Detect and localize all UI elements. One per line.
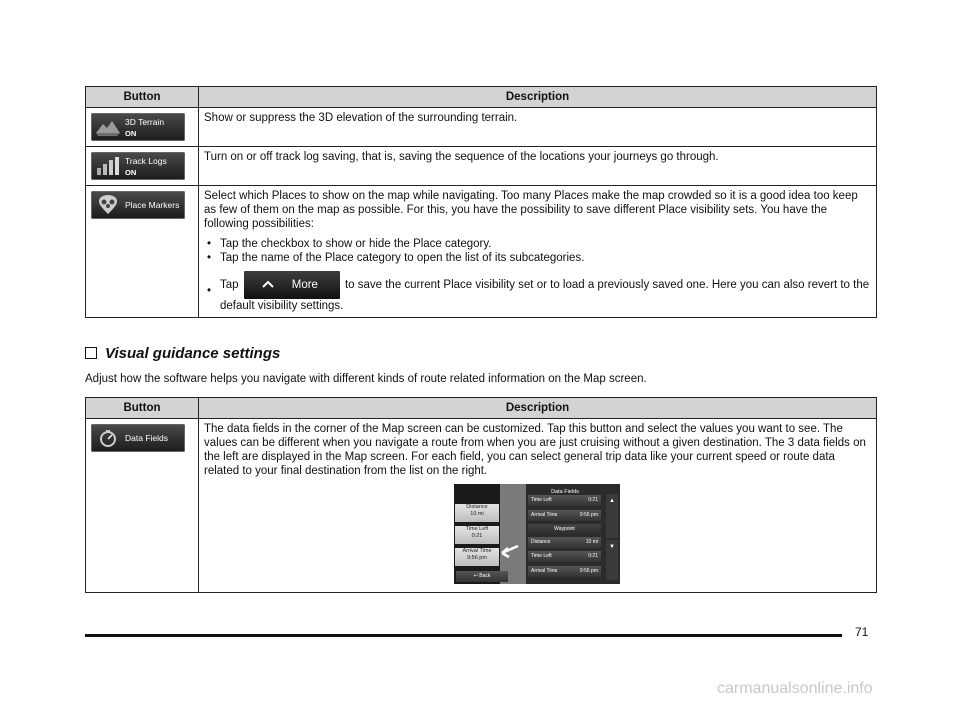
tap-word: Tap bbox=[220, 279, 239, 292]
button-label: 3D Terrain bbox=[125, 117, 165, 127]
page-number: 71 bbox=[855, 625, 869, 639]
checkbox-bullet-icon bbox=[85, 347, 97, 359]
button-label: Place Markers bbox=[125, 200, 180, 210]
list-item: Arrival Time 9:56 pm bbox=[528, 510, 601, 521]
column-header-button: Button bbox=[86, 87, 199, 108]
button-label: Data Fields bbox=[125, 433, 168, 443]
list-item: Time Left 0:21 bbox=[528, 495, 601, 506]
row-description: Turn on or off track log saving, that is, saving the sequence of the locations your journeys go through. bbox=[199, 147, 877, 186]
button-label: Track Logs bbox=[125, 156, 167, 166]
table-row bbox=[86, 419, 877, 593]
row-description: Select which Places to show on the map while navigating. Too many Places make the map crowded so it is a good idea too keep as few of them on the map as possible. For this, you have the possibility to save different Place visibility sets. You have the following possibilities: bbox=[204, 190, 858, 230]
section-title: Visual guidance settings bbox=[105, 345, 281, 362]
more-label: More bbox=[291, 279, 318, 291]
data-fields-panel bbox=[526, 484, 620, 584]
table-row bbox=[86, 108, 877, 147]
button-state: ON bbox=[125, 129, 137, 138]
data-field: Time Left 0:21 bbox=[455, 526, 499, 544]
place-markers-icon bbox=[95, 195, 121, 215]
list-item: Distance 10 mi bbox=[528, 537, 601, 548]
3d-terrain-button[interactable] bbox=[91, 113, 185, 141]
table-row bbox=[86, 186, 877, 318]
list-item: • Tap the name of the Place category to open the list of its subcategories. bbox=[220, 251, 870, 265]
data-field: Distance 10 mi bbox=[455, 504, 499, 522]
section-heading bbox=[85, 345, 280, 362]
map-area bbox=[500, 484, 526, 584]
list-item: Arrival Time 9:56 pm bbox=[528, 566, 601, 577]
watermark: carmanualsonline.info bbox=[717, 680, 873, 697]
list-item: • Tap the checkbox to show or hide the Place category. bbox=[220, 237, 870, 251]
arrow-icon bbox=[494, 544, 520, 560]
list-item: Waypoint bbox=[528, 524, 601, 535]
tap-description: to save the current Place visibility set or to load a previously saved one. Here you can also revert to the default visibility settings. bbox=[220, 279, 870, 312]
data-fields-icon bbox=[95, 428, 121, 448]
button-table-1 bbox=[85, 86, 877, 318]
list-item: Time Left 0:21 bbox=[528, 551, 601, 562]
list-item bbox=[204, 271, 870, 313]
button-state: ON bbox=[125, 168, 137, 177]
row-description: Show or suppress the 3D elevation of the surrounding terrain. bbox=[199, 108, 877, 147]
more-button[interactable] bbox=[244, 271, 340, 299]
data-field: Arrival Time 9:56 pm bbox=[455, 548, 499, 566]
button-table-2 bbox=[85, 397, 877, 593]
column-header-description: Description bbox=[199, 398, 877, 419]
track-logs-button[interactable] bbox=[91, 152, 185, 180]
scroll-up-button: ▲ bbox=[606, 494, 618, 538]
table-row bbox=[86, 147, 877, 186]
terrain-icon bbox=[95, 117, 121, 137]
data-fields-screenshot bbox=[454, 484, 620, 584]
column-header-button: Button bbox=[86, 398, 199, 419]
left-data-fields bbox=[454, 502, 500, 572]
track-logs-icon bbox=[95, 156, 121, 176]
chevron-up-icon bbox=[262, 279, 274, 289]
row-description: The data fields in the corner of the Map screen can be customized. Tap this button and select the values you want to see. The values can be different when you navigate a route from when you are just cruising without a given destination. The 3 data fields on the left are displayed in the Map screen. For each field, you can select general trip data like your current speed or route data related to your final destination from the list on the right. bbox=[204, 423, 866, 477]
footer-rule bbox=[85, 634, 842, 637]
data-fields-button[interactable] bbox=[91, 424, 185, 452]
options-list bbox=[204, 237, 870, 265]
back-button: ↩ Back bbox=[456, 571, 508, 582]
scroll-down-button: ▼ bbox=[606, 540, 618, 580]
section-intro: Adjust how the software helps you navigate with different kinds of route related information on the Map screen. bbox=[85, 373, 647, 385]
place-markers-button[interactable] bbox=[91, 191, 185, 219]
column-header-description: Description bbox=[199, 87, 877, 108]
panel-title: Data Fields bbox=[551, 489, 579, 495]
